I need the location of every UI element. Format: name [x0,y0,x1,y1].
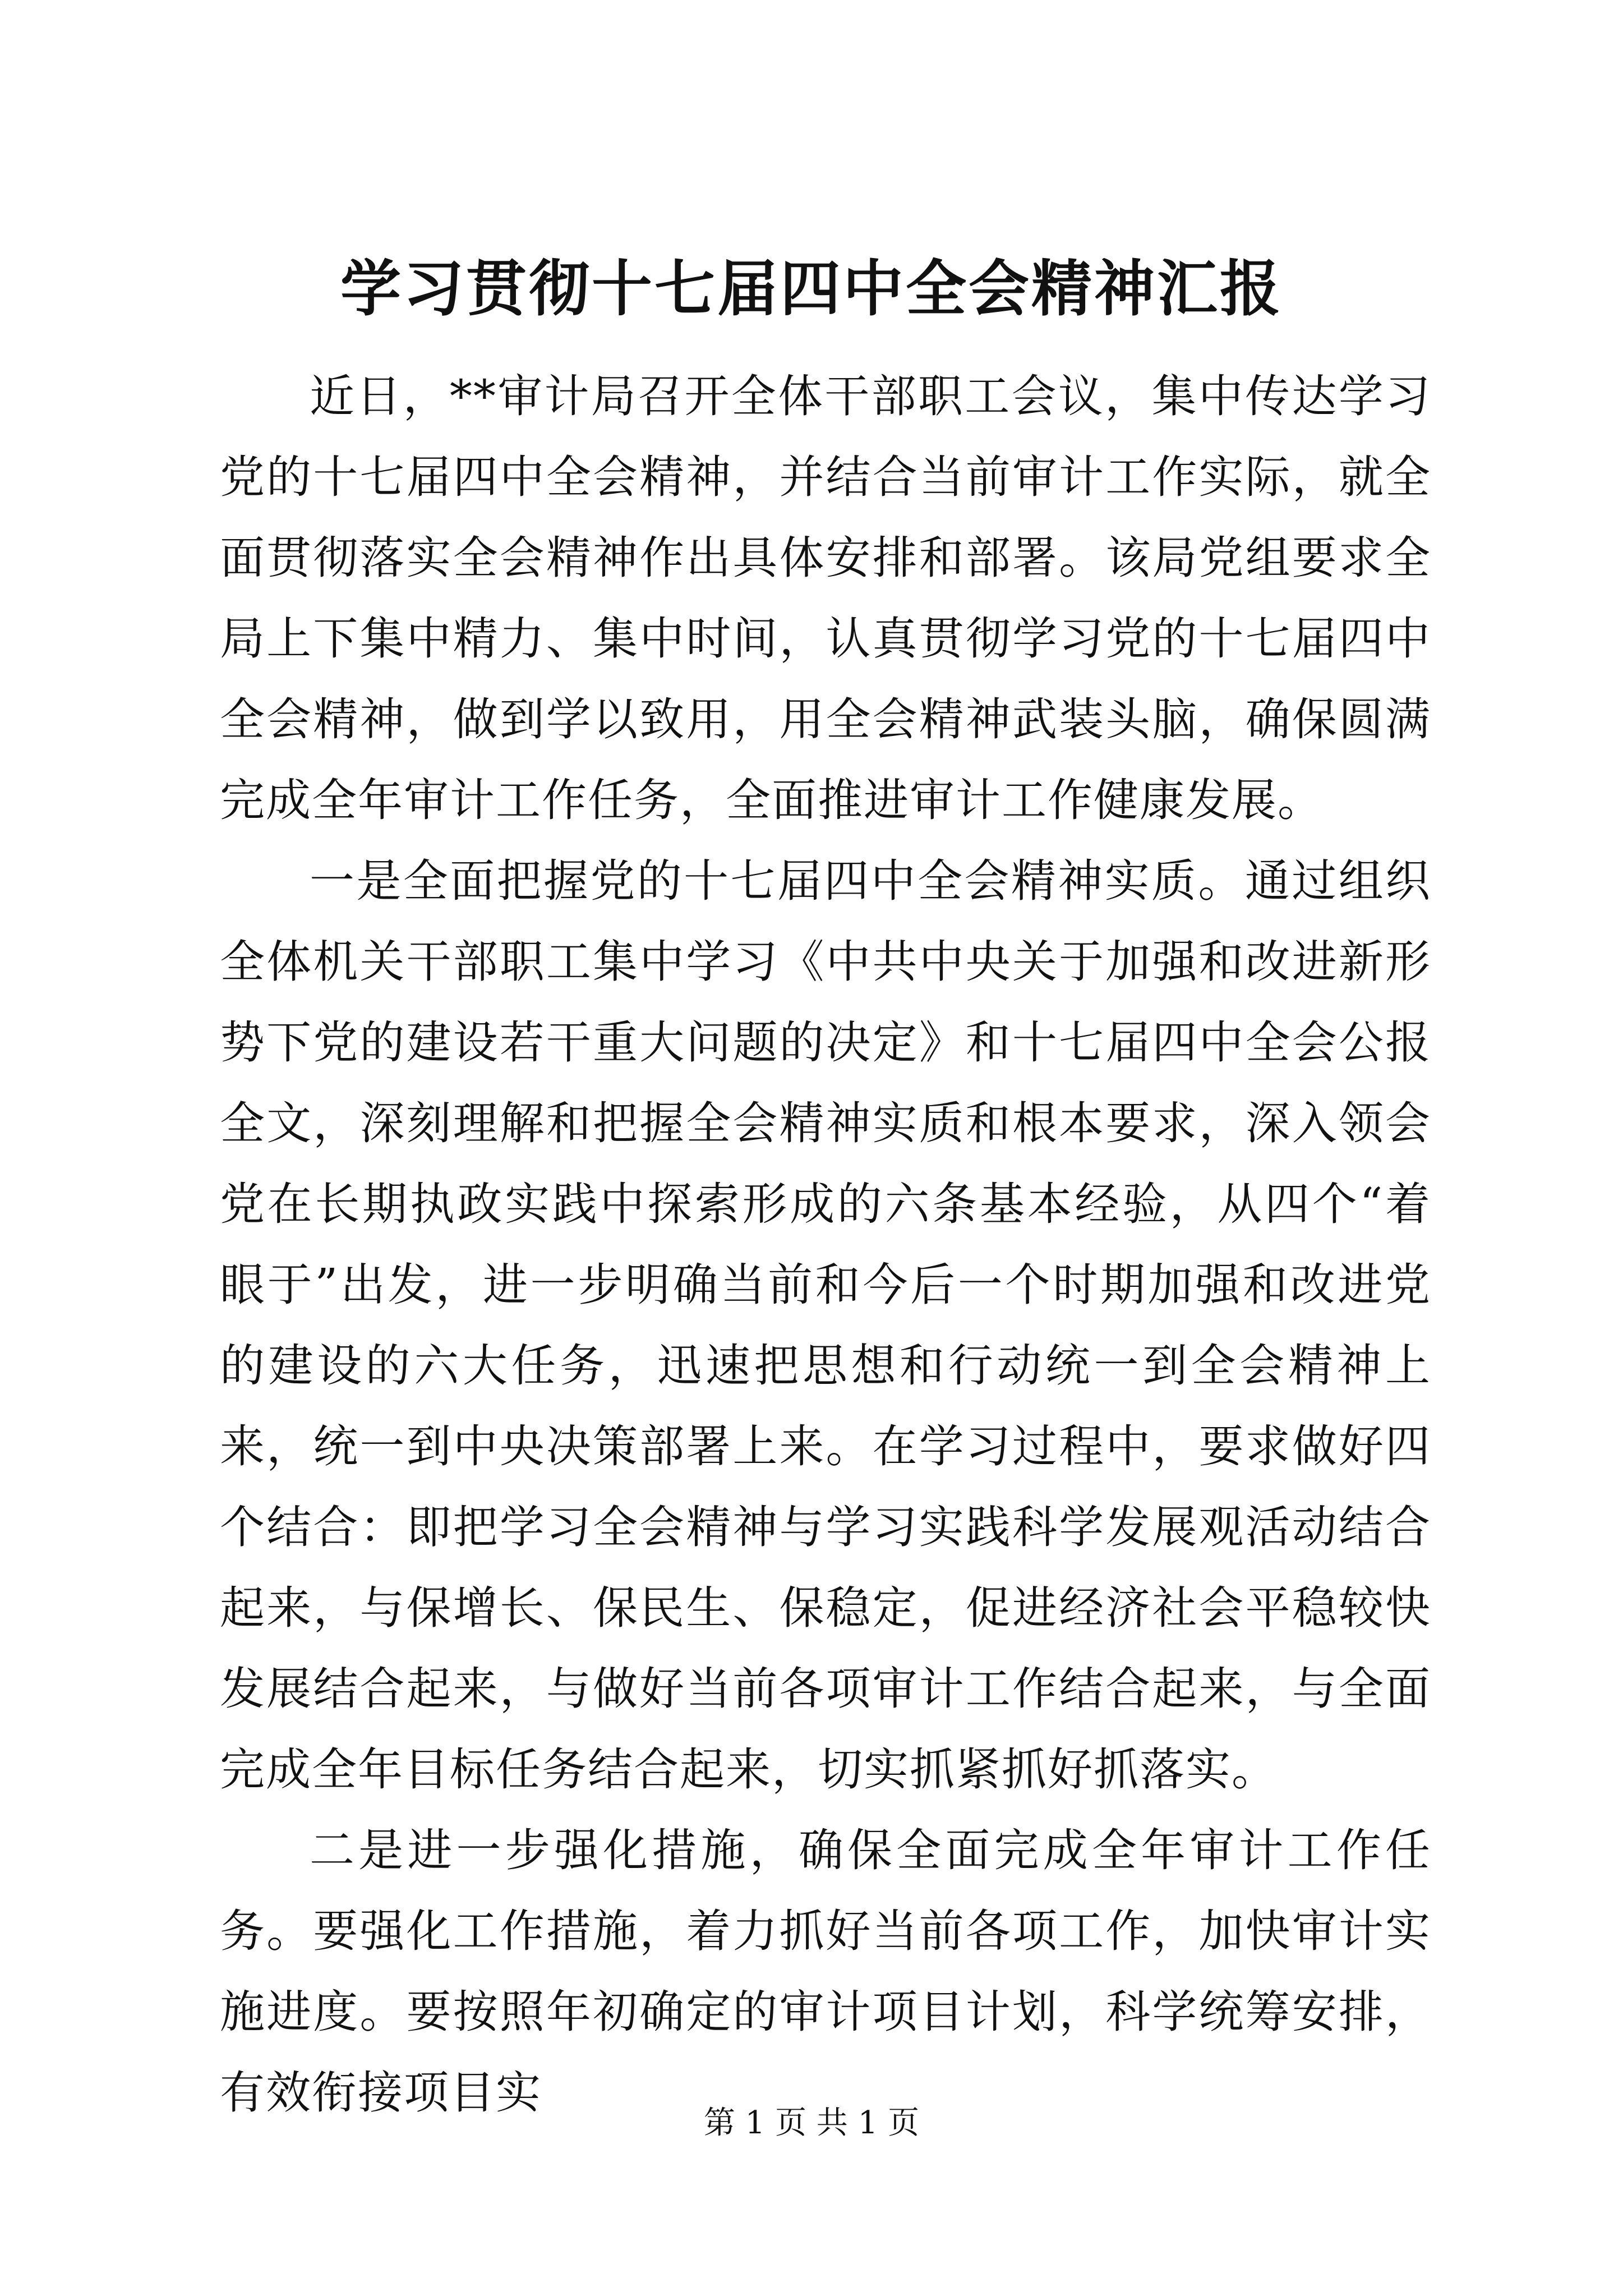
document-body [220,356,1431,2133]
page-footer: 第 1 页 共 1 页 [703,2105,920,2141]
paragraph-point-one: 一是全面把握党的十七届四中全会精神实质。通过组织全体机关干部职工集中学习《中共中央关于加强和改进新形势下党的建设若干重大问题的决定》和十七届四中全会公报全文，深刻理解和把握全会精神实质和根本要求，深入领会党在长期执政实践中探索形成的六条基本经验，从四个“着眼于”出发，进一步明确当前和今后一个时期加强和改进党的建设的六大任务，迅速把思想和行动统一到全会精神上来，统一到中央决策部署上来。在学习过程中，要求做好四个结合：即把学习全会精神与学习实践科学发展观活动结合起来，与保增长、保民生、保稳定，促进经济社会平稳较快发展结合起来，与做好当前各项审计工作结合起来，与全面完成全年目标任务结合起来，切实抓紧抓好抓落实。 [220,855,1431,1796]
paragraph-point-two: 二是进一步强化措施，确保全面完成全年审计工作任务。要强化工作措施，着力抓好当前各项工作，加快审计实施进度。要按照年初确定的审计项目计划，科学统筹安排，有效衔接项目实 [220,1824,1431,2119]
document-title: 学习贯彻十七届四中全会精神汇报 [340,254,1283,324]
paragraph-intro: 近日，**审计局召开全体干部职工会议，集中传达学习党的十七届四中全会精神，并结合当前审计工作实际，就全面贯彻落实全会精神作出具体安排和部署。该局党组要求全局上下集中精力、集中时间，认真贯彻学习党的十七届四中全会精神，做到学以致用，用全会精神武装头脑，确保圆满完成全年审计工作任务，全面推进审计工作健康发展。 [220,370,1431,826]
